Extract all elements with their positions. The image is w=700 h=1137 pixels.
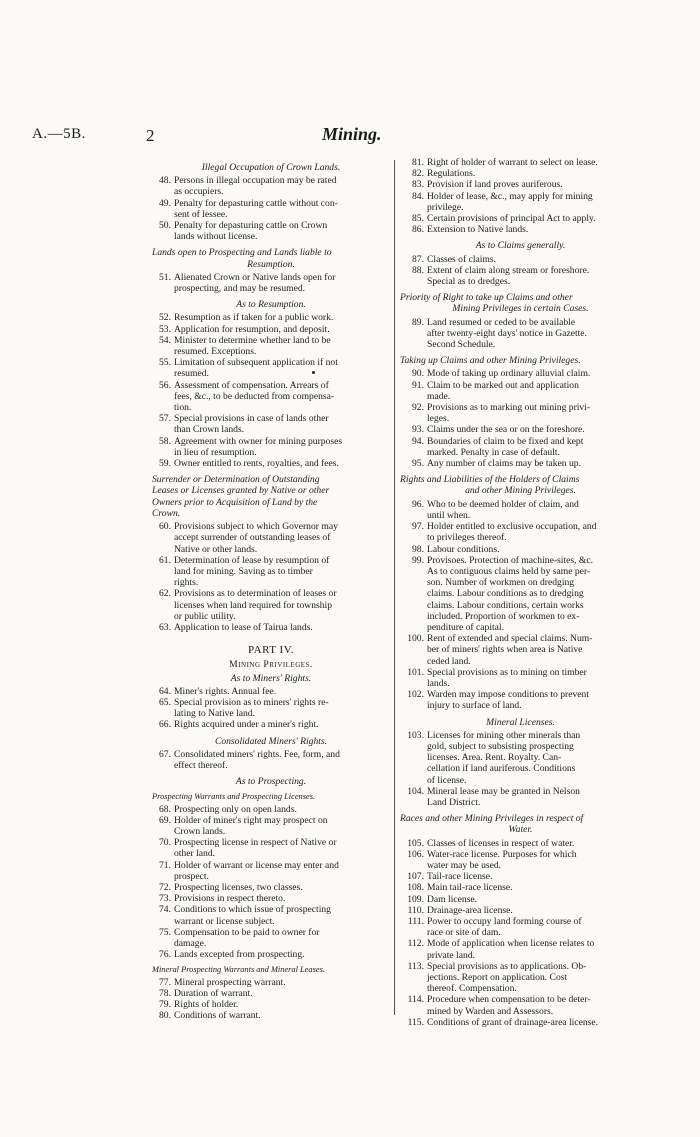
toc-entry (400, 265, 641, 287)
entry-number: 107. (407, 871, 424, 883)
entry-text: Special provisions as to applications. Ob- (427, 960, 587, 972)
entry-number: 67. (159, 748, 171, 760)
section-heading: As to Miners' Rights. (230, 672, 312, 684)
entry-text: made. (427, 390, 451, 402)
section-heading: Rights and Liabilities of the Holders of Claims and other Mining Privileges. (400, 474, 580, 497)
entry-text: Classes of licenses in respect of water. (427, 837, 575, 849)
toc-entry (152, 436, 390, 458)
part-heading: PART IV. (248, 644, 294, 657)
section-heading: Consolidated Miners' Rights. (214, 735, 328, 747)
toc-entry (152, 815, 390, 837)
entry-text: rights. (174, 577, 199, 589)
entry-number: 109. (407, 893, 424, 905)
entry-number: 84. (412, 190, 424, 202)
entry-text: other land. (174, 848, 216, 860)
entry-text: Resumption as if taken for a public work. (174, 312, 334, 324)
entry-text: effect thereof. (174, 759, 228, 771)
subsection-heading: Mineral Prospecting Warrants and Mineral Leases. (152, 965, 325, 975)
entry-number: 90. (412, 368, 424, 380)
entry-text: Labour conditions. (427, 543, 500, 555)
entry-text: race or site of dam. (427, 927, 501, 939)
entry-text: claims. Labour conditions, certain works (427, 599, 584, 611)
document-code: A.—5B. (32, 126, 86, 142)
entry-number: 106. (407, 848, 424, 860)
entry-text: Any number of claims may be taken up. (427, 458, 581, 470)
entry-number: 93. (412, 424, 424, 436)
toc-entry (400, 555, 641, 633)
toc-entry (400, 938, 641, 960)
toc-entry (152, 588, 390, 622)
entry-text: Holder of lease, &c., may apply for mining (427, 190, 593, 202)
entry-text: Holder of warrant or license may enter and (174, 859, 339, 871)
column-divider (394, 160, 395, 1015)
entry-text: Rights of holder. (174, 999, 239, 1011)
entry-number: 62. (159, 588, 171, 600)
entry-text: licenses when land required for township (174, 599, 332, 611)
entry-text: Mode of application when license relates to (427, 938, 595, 950)
toc-entry (152, 413, 390, 435)
entry-text: Dam license. (427, 893, 478, 905)
toc-entry (152, 312, 390, 323)
entry-text: Mineral prospecting warrant. (174, 976, 286, 988)
toc-entry (400, 544, 641, 555)
toc-entry (152, 380, 390, 414)
toc-entry (152, 622, 390, 633)
entry-text: or public utility. (174, 610, 236, 622)
entry-text: claims. Labour conditions as to dredging (427, 588, 584, 600)
entry-text: Special provisions as to mining on timber (427, 666, 587, 678)
entry-number: 72. (159, 881, 171, 893)
entry-text: Consolidated miners' rights. Fee, form, and (174, 748, 340, 760)
entry-text: Who to be deemed holder of claim, and (427, 498, 579, 510)
entry-number: 50. (159, 220, 171, 232)
toc-entry (400, 905, 641, 916)
entry-number: 55. (159, 357, 171, 369)
entry-text: mined by Warden and Assessors. (427, 1005, 554, 1017)
toc-entry (400, 380, 641, 402)
entry-number: 114. (407, 994, 424, 1006)
entry-text: warrant or license subject. (174, 915, 275, 927)
toc-entry (152, 686, 390, 697)
toc-entry (400, 961, 641, 995)
entry-number: 78. (159, 987, 171, 999)
entry-text: land for mining. Saving as to timber (174, 565, 313, 577)
entry-number: 68. (159, 803, 171, 815)
section-heading: Races and other Mining Privileges in respect of Water. (400, 813, 584, 836)
entry-text: Land resumed or ceded to be available (427, 316, 576, 328)
section-heading: As to Claims generally. (475, 240, 566, 252)
entry-text: tion. (174, 402, 192, 414)
entry-text: Persons in illegal occupation may be rated (174, 175, 337, 187)
entry-number: 87. (412, 253, 424, 265)
entry-text: ceded land. (427, 655, 471, 667)
toc-entry (152, 198, 390, 220)
toc-entry (152, 949, 390, 960)
entry-text: of license. (427, 774, 467, 786)
entry-text: Determination of lease by resumption of (174, 554, 330, 566)
entry-text: Rent of extended and special claims. Num- (427, 633, 593, 645)
entry-number: 98. (412, 543, 424, 555)
entry-number: 48. (159, 175, 171, 187)
toc-entry (152, 357, 390, 379)
toc-entry (400, 254, 641, 265)
entry-number: 73. (159, 893, 171, 905)
entry-number: 108. (407, 882, 424, 894)
right-column (400, 157, 641, 1028)
entry-text: Native or other lands. (174, 543, 258, 555)
entry-number: 82. (412, 168, 424, 180)
entry-number: 110. (407, 904, 424, 916)
entry-text: Mineral lease may be granted in Nelson (427, 785, 580, 797)
entry-number: 58. (159, 435, 171, 447)
toc-entry (152, 324, 390, 335)
entry-number: 65. (159, 696, 171, 708)
entry-text: until when. (427, 509, 471, 521)
entry-text: jections. Report on application. Cost (427, 972, 568, 984)
entry-number: 77. (159, 976, 171, 988)
entry-text: leges. (427, 413, 450, 425)
entry-number: 112. (407, 938, 424, 950)
section-heading: Illegal Occupation of Crown Lands. (201, 162, 341, 173)
entry-number: 115. (407, 1016, 424, 1028)
entry-text: Lands excepted from prospecting. (174, 949, 305, 961)
entry-number: 60. (159, 521, 171, 533)
entry-text: included. Proportion of workmen to ex- (427, 610, 580, 622)
toc-entry (400, 168, 641, 179)
entry-number: 104. (407, 785, 424, 797)
entry-text: Procedure when compensation to be deter- (427, 994, 591, 1006)
entry-number: 85. (412, 213, 424, 225)
part-subheading: Mining Privileges. (229, 659, 313, 671)
subsection-heading: Prospecting Warrants and Prospecting Licenses. (152, 792, 316, 802)
entry-text: Special provisions in case of lands other (174, 413, 329, 425)
toc-entry (400, 213, 641, 224)
entry-text: Minister to determine whether land to be (174, 334, 331, 346)
entry-text: Right of holder of warrant to select on lease. (427, 157, 598, 168)
entry-text: Conditions of grant of drainage-area license. (427, 1016, 599, 1028)
entry-text: to privileges thereof. (427, 532, 507, 544)
entry-text: Holder entitled to exclusive occupation, and (427, 521, 597, 533)
entry-text: Limitation of subsequent application if not (174, 357, 338, 369)
toc-entry (400, 786, 641, 808)
entry-number: 99. (412, 554, 424, 566)
toc-entry (152, 804, 390, 815)
section-heading: Mineral Licenses. (486, 716, 555, 728)
entry-text: privilege. (427, 201, 464, 213)
entry-text: Holder of miner's right may prospect on (174, 814, 328, 826)
entry-text: Main tail-race license. (427, 882, 513, 894)
toc-entry (152, 837, 390, 859)
entry-number: 74. (159, 904, 171, 916)
entry-text: after twenty-eight days' notice in Gazette. (427, 327, 587, 339)
toc-entry (152, 893, 390, 904)
entry-text: Classes of claims. (427, 253, 497, 265)
entry-text: Crown lands. (174, 825, 226, 837)
entry-text: Prospecting only on open lands. (174, 803, 297, 815)
entry-text: damage. (174, 938, 207, 949)
toc-entry (152, 458, 390, 469)
toc-entry (400, 458, 641, 469)
entry-text: gold, subject to subsisting prospecting (427, 740, 574, 752)
page-number: 2 (146, 126, 155, 145)
entry-text: Second Schedule. (427, 339, 496, 351)
toc-entry (152, 220, 390, 242)
entry-text: Duration of warrant. (174, 987, 253, 999)
entry-text: Land District. (427, 796, 481, 808)
entry-text: lands without license. (174, 231, 258, 243)
toc-entry (400, 882, 641, 893)
section-heading: Surrender or Determination of Outstanding Leases or Licenses granted by Native or other Owners prior to Acquisition of Land by the Crown. (152, 474, 330, 519)
entry-text: Provisions as to marking out mining privi- (427, 402, 591, 414)
toc-entry (152, 749, 390, 771)
section-heading: Priority of Right to take up Claims and other Mining Privileges in certain Cases. (400, 292, 589, 315)
entry-text: son. Number of workmen on dredging (427, 577, 575, 589)
entry-number: 80. (159, 1010, 171, 1022)
toc-entry (152, 988, 390, 999)
toc-entry (400, 521, 641, 543)
entry-text: Owner entitled to rents, royalties, and fees. (174, 458, 339, 470)
toc-entry (400, 689, 641, 711)
entry-text: Special as to dredges. (427, 276, 511, 288)
entry-text: injury to surface of land. (427, 700, 522, 712)
entry-text: resumed. (174, 368, 209, 380)
toc-entry (152, 1010, 390, 1021)
section-heading: Taking up Claims and other Mining Privileges. (400, 355, 581, 367)
entry-number: 70. (159, 837, 171, 849)
toc-entry (400, 179, 641, 190)
entry-text: Penalty for depasturing cattle on Crown (174, 220, 328, 232)
toc-entry (152, 882, 390, 893)
entry-text: Mode of taking up ordinary alluvial claim. (427, 368, 591, 380)
toc-entry (400, 849, 641, 871)
toc-entry (400, 402, 641, 424)
entry-text: Prospecting licenses, two classes. (174, 881, 303, 893)
entry-text: Warden may impose conditions to prevent (427, 689, 590, 701)
entry-text: Miner's rights. Annual fee. (174, 685, 277, 697)
entry-text: Conditions of warrant. (174, 1010, 261, 1022)
entry-number: 113. (407, 960, 424, 972)
entry-number: 86. (412, 224, 424, 236)
toc-entry (400, 499, 641, 521)
entry-number: 71. (159, 859, 171, 871)
entry-text: Claim to be marked out and application (427, 379, 579, 391)
entry-text: Compensation to be paid to owner for (174, 926, 320, 938)
toc-entry (400, 916, 641, 938)
entry-text: than Crown lands. (174, 424, 245, 436)
entry-text: water may be used. (427, 859, 502, 871)
entry-text: sent of lessee. (174, 208, 228, 220)
entry-number: 57. (159, 413, 171, 425)
entry-number: 96. (412, 498, 424, 510)
toc-entry (400, 368, 641, 379)
entry-number: 102. (407, 689, 424, 701)
toc-entry (400, 871, 641, 882)
entry-number: 66. (159, 719, 171, 731)
toc-entry (152, 977, 390, 988)
entry-number: 94. (412, 435, 424, 447)
toc-entry (152, 555, 390, 589)
toc-entry (400, 436, 641, 458)
toc-entry (400, 894, 641, 905)
entry-number: 69. (159, 814, 171, 826)
entry-text: as occupiers. (174, 186, 224, 198)
toc-entry (152, 860, 390, 882)
entry-number: 81. (412, 157, 424, 168)
entry-number: 83. (412, 179, 424, 191)
entry-text: Power to occupy land forming course of (427, 916, 582, 927)
toc-entry (152, 272, 390, 294)
entry-number: 51. (159, 271, 171, 283)
entry-text: Rights acquired under a miner's right. (174, 719, 319, 731)
entry-text: thereof. Compensation. (427, 983, 517, 995)
toc-entry (400, 157, 641, 168)
entry-number: 97. (412, 521, 424, 533)
toc-entry (400, 667, 641, 689)
entry-number: 52. (159, 312, 171, 324)
entry-text: cellation if land auriferous. Conditions (427, 763, 576, 775)
entry-text: Provisions in respect thereto. (174, 893, 286, 905)
toc-entry (152, 521, 390, 555)
entry-number: 111. (407, 916, 424, 927)
toc-entry (400, 730, 641, 786)
section-heading: As to Resumption. (236, 299, 306, 311)
entry-text: private land. (427, 949, 475, 961)
entry-text: Boundaries of claim to be fixed and kept (427, 435, 584, 447)
entry-text: lating to Native land. (174, 708, 255, 720)
page-header (0, 126, 700, 148)
entry-number: 105. (407, 837, 424, 849)
toc-entry (152, 927, 390, 949)
entry-number: 53. (159, 323, 171, 335)
section-heading: As to Prospecting. (235, 776, 307, 788)
toc-entry (152, 175, 390, 197)
entry-text: Special provision as to miners' rights re- (174, 696, 329, 708)
toc-entry (400, 191, 641, 213)
entry-number: 89. (412, 316, 424, 328)
entry-text: Prospecting license in respect of Native or (174, 837, 337, 849)
entry-number: 61. (159, 554, 171, 566)
entry-number: 64. (159, 685, 171, 697)
entry-number: 92. (412, 402, 424, 414)
section-heading: Lands open to Prospecting and Lands liable to Resumption. (152, 247, 332, 270)
entry-text: Provisions as to determination of leases or (174, 588, 337, 600)
entry-number: 91. (412, 379, 424, 391)
entry-number: 88. (412, 264, 424, 276)
entry-text: Certain provisions of principal Act to apply. (427, 213, 596, 225)
entry-text: Regulations. (427, 168, 476, 180)
toc-entry (152, 999, 390, 1010)
toc-entry (400, 633, 641, 667)
entry-text: Licenses for mining other minerals than (427, 729, 581, 741)
entry-text: Application for resumption, and deposit. (174, 323, 330, 335)
entry-text: Provision if land proves auriferous. (427, 179, 563, 191)
entry-text: fees, &c., to be deducted from compensa- (174, 390, 335, 402)
entry-text: Extension to Native lands. (427, 224, 529, 236)
toc-entry (152, 697, 390, 719)
entry-number: 49. (159, 197, 171, 209)
toc-entry (400, 994, 641, 1016)
entry-text: licenses. Area. Rent. Royalty. Can- (427, 752, 562, 764)
entry-text: Claims under the sea or on the foreshore. (427, 424, 585, 436)
entry-number: 79. (159, 999, 171, 1011)
entry-text: accept surrender of outstanding leases of (174, 532, 331, 544)
toc-entry (152, 904, 390, 926)
toc-entry (400, 838, 641, 849)
entry-text: in lieu of resumption. (174, 446, 257, 458)
entry-text: Provisions subject to which Governor may (174, 521, 338, 533)
entry-text: Penalty for depasturing cattle without con- (174, 197, 338, 209)
entry-text: resumed. Exceptions. (174, 346, 257, 358)
entry-number: 63. (159, 621, 171, 633)
entry-text: Alienated Crown or Native lands open for (174, 271, 336, 283)
entry-text: Conditions to which issue of prospecting (174, 904, 331, 916)
entry-text: Assessment of compensation. Arrears of (174, 379, 329, 391)
entry-text: marked. Penalty in case of default. (427, 446, 560, 458)
entry-number: 101. (407, 666, 424, 678)
toc-entry (400, 1017, 641, 1028)
entry-text: Application to lease of Tairua lands. (174, 621, 313, 633)
entry-text: penditure of capital. (427, 621, 504, 633)
entry-text: prospecting, and may be resumed. (174, 283, 306, 295)
page-title: Mining. (322, 124, 382, 144)
entry-text: Provisoes. Protection of machine-sites, &c. (427, 554, 593, 566)
entry-text: prospect. (174, 870, 209, 882)
entry-text: Drainage-area license. (427, 904, 513, 916)
entry-number: 54. (159, 334, 171, 346)
entry-number: 95. (412, 458, 424, 470)
entry-text: Agreement with owner for mining purposes (174, 435, 343, 447)
entry-number: 75. (159, 926, 171, 938)
entry-text: Extent of claim along stream or foreshore. (427, 264, 590, 276)
entry-number: 56. (159, 379, 171, 391)
entry-text: ber of miners' rights when area is Native (427, 644, 583, 656)
entry-text: Water-race license. Purposes for which (427, 848, 577, 860)
entry-number: 103. (407, 729, 424, 741)
toc-entry (400, 424, 641, 435)
entry-text: Tail-race license. (427, 871, 493, 883)
toc-entry (152, 719, 390, 730)
entry-number: 100. (407, 633, 424, 645)
entry-number: 76. (159, 949, 171, 961)
entry-number: 59. (159, 458, 171, 470)
entry-text: As to contiguous claims held by same per- (427, 565, 591, 577)
entry-text: lands. (427, 677, 450, 689)
toc-entry (400, 224, 641, 235)
toc-entry (152, 335, 390, 357)
toc-entry (400, 317, 641, 351)
left-column (152, 157, 390, 1021)
